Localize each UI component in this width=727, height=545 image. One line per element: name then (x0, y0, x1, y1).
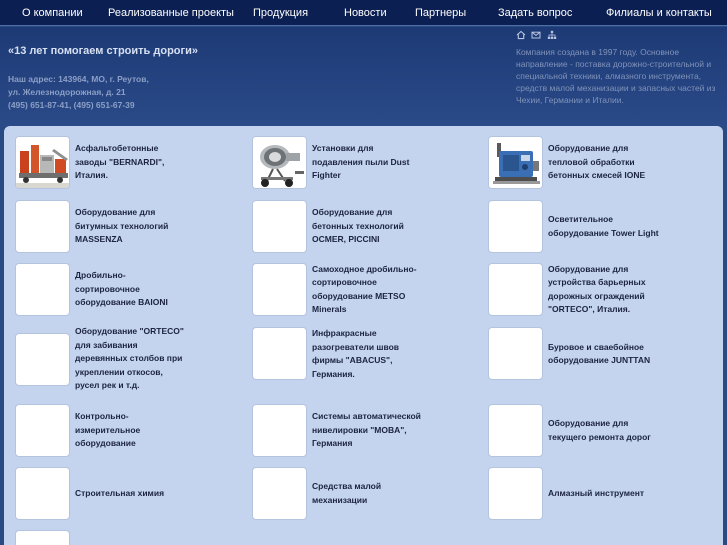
product-thumbnail[interactable] (488, 263, 543, 316)
product-label[interactable]: Оборудование для устройства барьерных дорожных ограждений "ORTECO", Италия. (548, 263, 646, 314)
description-line: Компания создана в 1997 году. Основное (516, 47, 680, 57)
address-line: Наш адрес: 143964, МО, г. Реутов, (8, 74, 149, 84)
address-block (8, 73, 149, 112)
product-label[interactable]: Оборудование для тепловой обработки бетонных смесей IONE (548, 143, 646, 181)
product-label[interactable]: Оборудование для битумных технологий MASSENZA (75, 207, 169, 245)
product-label[interactable]: Инфракрасные разогреватели швов фирмы "ABACUS", Германия. (312, 328, 400, 379)
product-thumbnail[interactable] (488, 327, 543, 380)
product-label[interactable]: Алмазный инструмент (548, 487, 645, 498)
product-label[interactable]: Строительная химия (75, 487, 165, 498)
home-icon[interactable] (516, 30, 526, 40)
nav-item-news[interactable]: Новости (344, 7, 387, 19)
product-thumbnail[interactable] (15, 530, 70, 545)
product-thumbnail[interactable] (15, 467, 70, 520)
description-line: направление - поставка дорожно-строительной и (516, 59, 712, 69)
product-thumbnail[interactable] (15, 200, 70, 253)
nav-item-projects[interactable]: Реализованные проекты (108, 7, 234, 19)
product-label[interactable]: Оборудование для текущего ремонта дорог (548, 418, 651, 442)
header (0, 27, 727, 127)
product-thumbnail[interactable] (252, 404, 307, 457)
address-line: ул. Железнодорожная, д. 21 (8, 87, 126, 97)
product-thumbnail[interactable] (252, 467, 307, 520)
nav-item-products[interactable]: Продукция (253, 7, 309, 19)
slogan: «13 лет помогаем строить дороги» (8, 45, 198, 57)
company-description (516, 46, 724, 106)
product-thumbnail[interactable] (15, 333, 70, 386)
description-line: средств малой механизации и запасных частей из (516, 83, 716, 93)
phone-numbers: (495) 651-87-41, (495) 651-67-39 (8, 100, 135, 110)
product-label[interactable]: Буровое и сваебойное оборудование JUNTTAN (548, 341, 651, 365)
description-line: специальной техники, алмазного инструмента, (516, 71, 702, 81)
product-thumbnail[interactable] (488, 404, 543, 457)
product-thumbnail-asphalt-plant[interactable] (15, 136, 70, 189)
product-label[interactable]: Оборудование для бетонных технологий OCMER, PICCINI (312, 207, 404, 245)
product-label[interactable]: Средства малой механизации (312, 481, 382, 505)
product-label[interactable]: Самоходное дробильно- сортировочное оборудование METSO Minerals (312, 263, 417, 314)
products-panel (4, 126, 723, 545)
product-thumbnail[interactable] (15, 404, 70, 457)
product-label[interactable]: Оборудование "ORTECO" для забивания деревянных столбов при укреплении откосов, русел рек и т.д. (75, 326, 184, 391)
product-label[interactable]: Установки для подавления пыли Dust Fighter (312, 143, 410, 181)
product-label[interactable]: Контрольно- измерительное оборудование (75, 411, 141, 449)
mail-icon[interactable] (531, 30, 541, 40)
product-thumbnail[interactable] (488, 467, 543, 520)
nav-item-ask[interactable]: Задать вопрос (498, 7, 573, 19)
product-label[interactable]: Асфальтобетонные заводы "BERNARDI", Италия. (75, 143, 165, 181)
nav-item-about[interactable]: О компании (22, 7, 83, 19)
product-thumbnail-ione-machine[interactable] (488, 136, 543, 189)
top-navigation (0, 0, 727, 26)
description-line: Чехии, Германии и Италии. (516, 95, 624, 105)
nav-item-partners[interactable]: Партнеры (415, 7, 467, 19)
product-thumbnail[interactable] (252, 327, 307, 380)
product-label[interactable]: Осветительное оборудование Tower Light (548, 214, 659, 238)
nav-item-contacts[interactable]: Филиалы и контакты (606, 7, 712, 19)
product-label[interactable]: Дробильно- сортировочное оборудование BAIONI (75, 270, 168, 308)
sitemap-icon[interactable] (547, 30, 557, 40)
product-thumbnail[interactable] (15, 263, 70, 316)
product-thumbnail-dust-fighter[interactable] (252, 136, 307, 189)
product-thumbnail[interactable] (252, 200, 307, 253)
product-label[interactable]: Системы автоматической нивелировки "MOBA", Германия (312, 411, 421, 449)
product-thumbnail[interactable] (488, 200, 543, 253)
product-thumbnail[interactable] (252, 263, 307, 316)
